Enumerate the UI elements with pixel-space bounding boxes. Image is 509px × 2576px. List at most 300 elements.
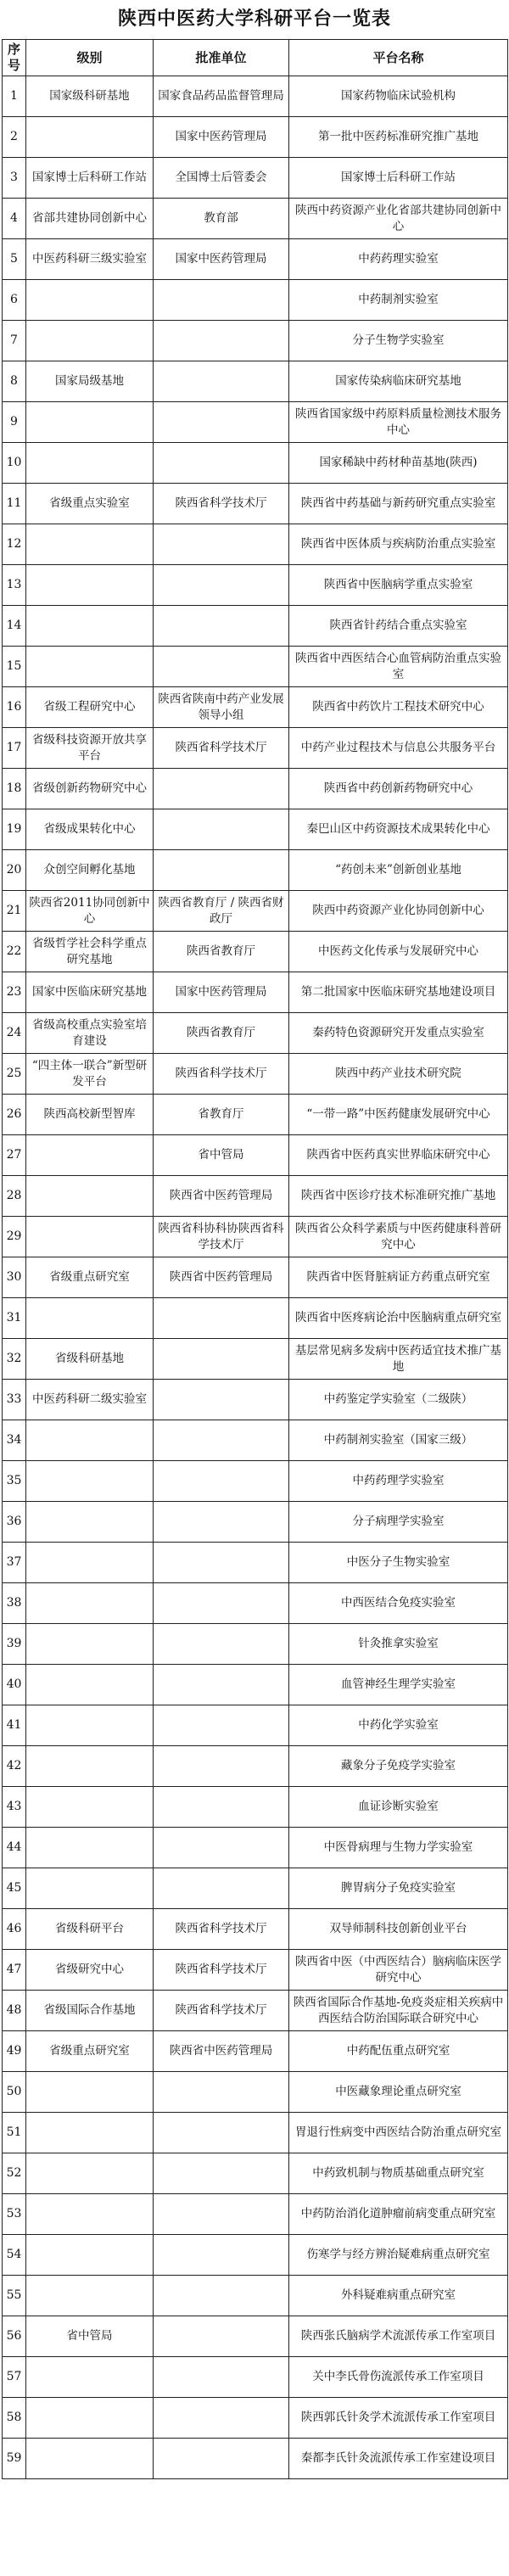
cell-platform: 陕西省中医（中西医结合）脑病临床医学研究中心: [289, 1950, 508, 1991]
cell-platform: 藏象分子免疫学实验室: [289, 1746, 508, 1787]
cell-unit: [154, 1665, 289, 1705]
cell-level: [26, 524, 154, 565]
table-row: [3, 687, 508, 728]
cell-seq: 54: [3, 2235, 26, 2276]
table-row: [3, 2031, 508, 2072]
cell-seq: 30: [3, 1257, 26, 1298]
table-row: [3, 1502, 508, 1543]
cell-unit: [154, 2072, 289, 2113]
table-row: [3, 1339, 508, 1380]
cell-seq: 5: [3, 239, 26, 280]
table-header-row: [3, 40, 508, 76]
cell-unit: [154, 321, 289, 361]
cell-platform: 中药鉴定学实验室（二级陕）: [289, 1380, 508, 1420]
cell-level: 省级创新药物研究中心: [26, 769, 154, 809]
header-unit: 批准单位: [154, 40, 289, 76]
cell-platform: “药创未来”创新创业基地: [289, 850, 508, 891]
cell-level: [26, 443, 154, 484]
cell-seq: 20: [3, 850, 26, 891]
cell-level: 省级工程研究中心: [26, 687, 154, 728]
cell-unit: [154, 606, 289, 647]
cell-unit: [154, 1746, 289, 1787]
table-row: [3, 1176, 508, 1217]
cell-platform: 中药制剂实验室: [289, 280, 508, 321]
table-row: [3, 1054, 508, 1095]
cell-level: [26, 1298, 154, 1339]
cell-seq: 52: [3, 2153, 26, 2194]
cell-unit: [154, 2316, 289, 2357]
cell-platform: 中药制剂实验室（国家三级）: [289, 1420, 508, 1461]
cell-level: [26, 117, 154, 158]
cell-level: [26, 2153, 154, 2194]
cell-unit: [154, 443, 289, 484]
cell-platform: 陕西省中医脑病学重点实验室: [289, 565, 508, 606]
cell-unit: 陕西省科学技术厅: [154, 1054, 289, 1095]
cell-unit: [154, 565, 289, 606]
cell-unit: [154, 809, 289, 850]
cell-seq: 8: [3, 361, 26, 402]
cell-platform: 陕西省国家级中药原料质量检测技术服务中心: [289, 402, 508, 443]
cell-seq: 15: [3, 647, 26, 687]
cell-unit: [154, 2398, 289, 2439]
cell-unit: 陕西省教育厅 / 陕西省财政厅: [154, 891, 289, 932]
table-row: [3, 321, 508, 361]
table-row: [3, 361, 508, 402]
cell-platform: 胃退行性病变中西医结合防治重点研究室: [289, 2113, 508, 2153]
cell-unit: [154, 850, 289, 891]
cell-platform: 分子生物学实验室: [289, 321, 508, 361]
cell-seq: 18: [3, 769, 26, 809]
cell-seq: 36: [3, 1502, 26, 1543]
table-row: [3, 2316, 508, 2357]
cell-seq: 10: [3, 443, 26, 484]
cell-unit: 教育部: [154, 199, 289, 239]
cell-platform: 陕西郭氏针灸学术流派传承工作室项目: [289, 2398, 508, 2439]
cell-unit: [154, 647, 289, 687]
cell-seq: 27: [3, 1135, 26, 1176]
table-row: [3, 972, 508, 1013]
cell-seq: 14: [3, 606, 26, 647]
cell-level: [26, 2398, 154, 2439]
cell-seq: 29: [3, 1217, 26, 1257]
cell-seq: 59: [3, 2439, 26, 2479]
cell-level: [26, 1583, 154, 1624]
cell-seq: 34: [3, 1420, 26, 1461]
cell-platform: 陕西省中药创新药物研究中心: [289, 769, 508, 809]
cell-unit: [154, 1339, 289, 1380]
cell-seq: 32: [3, 1339, 26, 1380]
header-level: 级别: [26, 40, 154, 76]
cell-unit: [154, 524, 289, 565]
cell-level: [26, 2072, 154, 2113]
table-row: [3, 1095, 508, 1135]
cell-platform: 分子病理学实验室: [289, 1502, 508, 1543]
cell-unit: 国家中医药管理局: [154, 972, 289, 1013]
cell-level: [26, 1828, 154, 1868]
table-row: [3, 606, 508, 647]
cell-platform: 血管神经生理学实验室: [289, 1665, 508, 1705]
cell-seq: 23: [3, 972, 26, 1013]
cell-seq: 38: [3, 1583, 26, 1624]
cell-unit: 陕西省中医药管理局: [154, 1257, 289, 1298]
cell-unit: [154, 2235, 289, 2276]
cell-level: [26, 1665, 154, 1705]
cell-seq: 28: [3, 1176, 26, 1217]
table-row: [3, 443, 508, 484]
cell-unit: 国家中医药管理局: [154, 239, 289, 280]
cell-platform: 陕西中药产业技术研究院: [289, 1054, 508, 1095]
cell-seq: 24: [3, 1013, 26, 1054]
cell-unit: 陕西省中医药管理局: [154, 2031, 289, 2072]
table-row: [3, 647, 508, 687]
cell-unit: 全国博士后管委会: [154, 158, 289, 199]
cell-platform: 陕西省中医诊疗技术标准研究推广基地: [289, 1176, 508, 1217]
cell-seq: 35: [3, 1461, 26, 1502]
cell-level: [26, 1217, 154, 1257]
cell-seq: 37: [3, 1543, 26, 1583]
cell-platform: 双导师制科技创新创业平台: [289, 1909, 508, 1950]
table-row: [3, 1420, 508, 1461]
cell-seq: 6: [3, 280, 26, 321]
cell-seq: 33: [3, 1380, 26, 1420]
table-row: [3, 158, 508, 199]
cell-level: [26, 1461, 154, 1502]
cell-level: 省级哲学社会科学重点研究基地: [26, 932, 154, 972]
cell-seq: 17: [3, 728, 26, 769]
cell-level: 省级成果转化中心: [26, 809, 154, 850]
cell-seq: 31: [3, 1298, 26, 1339]
cell-unit: 陕西省科学技术厅: [154, 1991, 289, 2031]
cell-level: 省级科技资源开放共享平台: [26, 728, 154, 769]
cell-seq: 50: [3, 2072, 26, 2113]
cell-platform: 针灸推拿实验室: [289, 1624, 508, 1665]
cell-level: 省级高校重点实验室培育建设: [26, 1013, 154, 1054]
cell-level: 国家博士后科研工作站: [26, 158, 154, 199]
cell-unit: 国家食品药品监督管理局: [154, 76, 289, 117]
cell-level: 省级科研基地: [26, 1339, 154, 1380]
cell-level: 省级国际合作基地: [26, 1991, 154, 2031]
cell-level: 省级重点实验室: [26, 484, 154, 524]
cell-platform: 中医药文化传承与发展研究中心: [289, 932, 508, 972]
cell-level: 陕西省2011协同创新中心: [26, 891, 154, 932]
table-row: [3, 2072, 508, 2113]
cell-level: [26, 1502, 154, 1543]
cell-unit: [154, 361, 289, 402]
cell-unit: [154, 1502, 289, 1543]
cell-unit: 陕西省教育厅: [154, 932, 289, 972]
table-row: [3, 809, 508, 850]
page-title: 陕西中医药大学科研平台一览表: [117, 8, 391, 30]
table-row: [3, 1217, 508, 1257]
cell-unit: [154, 1828, 289, 1868]
cell-platform: 陕西省中医药真实世界临床研究中心: [289, 1135, 508, 1176]
cell-platform: 国家传染病临床研究基地: [289, 361, 508, 402]
cell-level: 国家中医临床研究基地: [26, 972, 154, 1013]
cell-seq: 40: [3, 1665, 26, 1705]
table-row: [3, 2113, 508, 2153]
cell-platform: 基层常见病多发病中医药适宜技术推广基地: [289, 1339, 508, 1380]
cell-platform: 中药化学实验室: [289, 1705, 508, 1746]
cell-level: “四主体一联合”新型研发平台: [26, 1054, 154, 1095]
table-row: [3, 1868, 508, 1909]
cell-seq: 55: [3, 2276, 26, 2316]
table-row: [3, 1013, 508, 1054]
cell-platform: “一带一路”中医药健康发展研究中心: [289, 1095, 508, 1135]
cell-platform: 中药防治消化道肿瘤前病变重点研究室: [289, 2194, 508, 2235]
cell-platform: 中医藏象理论重点研究室: [289, 2072, 508, 2113]
cell-unit: 陕西省教育厅: [154, 1013, 289, 1054]
cell-platform: 陕西省针药结合重点实验室: [289, 606, 508, 647]
cell-seq: 41: [3, 1705, 26, 1746]
cell-seq: 46: [3, 1909, 26, 1950]
cell-unit: [154, 280, 289, 321]
cell-level: [26, 1135, 154, 1176]
cell-platform: 陕西省中医肾脏病证方药重点研究室: [289, 1257, 508, 1298]
cell-seq: 11: [3, 484, 26, 524]
cell-unit: 陕西省科协科协陕西省科学技术厅: [154, 1217, 289, 1257]
table-row: [3, 1787, 508, 1828]
cell-platform: 秦巴山区中药资源技术成果转化中心: [289, 809, 508, 850]
cell-platform: 脾胃病分子免疫实验室: [289, 1868, 508, 1909]
cell-level: [26, 1543, 154, 1583]
cell-level: [26, 1787, 154, 1828]
table-row: [3, 1135, 508, 1176]
cell-seq: 13: [3, 565, 26, 606]
table-row: [3, 1298, 508, 1339]
cell-unit: [154, 769, 289, 809]
cell-unit: [154, 1380, 289, 1420]
cell-level: [26, 1746, 154, 1787]
cell-seq: 45: [3, 1868, 26, 1909]
cell-unit: [154, 1461, 289, 1502]
cell-level: [26, 1176, 154, 1217]
table-row: [3, 2276, 508, 2316]
cell-unit: [154, 2276, 289, 2316]
cell-level: [26, 1868, 154, 1909]
cell-level: 省级科研平台: [26, 1909, 154, 1950]
cell-platform: 中药药理学实验室: [289, 1461, 508, 1502]
cell-platform: 陕西省中西医结合心血管病防治重点实验室: [289, 647, 508, 687]
table-row: [3, 1828, 508, 1868]
table-row: [3, 484, 508, 524]
cell-platform: 血证诊断实验室: [289, 1787, 508, 1828]
cell-level: 省中管局: [26, 2316, 154, 2357]
cell-unit: 陕西省科学技术厅: [154, 1909, 289, 1950]
cell-seq: 9: [3, 402, 26, 443]
table-row: [3, 2357, 508, 2398]
table-row: [3, 524, 508, 565]
table-row: [3, 117, 508, 158]
table-row: [3, 2235, 508, 2276]
cell-seq: 43: [3, 1787, 26, 1828]
cell-platform: 中医骨病理与生物力学实验室: [289, 1828, 508, 1868]
cell-level: 众创空间孵化基地: [26, 850, 154, 891]
cell-unit: [154, 2153, 289, 2194]
cell-platform: 国家博士后科研工作站: [289, 158, 508, 199]
table-row: [3, 402, 508, 443]
cell-unit: [154, 1624, 289, 1665]
table-row: [3, 1991, 508, 2031]
cell-platform: 陕西省中药基础与新药研究重点实验室: [289, 484, 508, 524]
table-row: [3, 1257, 508, 1298]
cell-level: 国家局级基地: [26, 361, 154, 402]
cell-platform: 陕西省中药饮片工程技术研究中心: [289, 687, 508, 728]
cell-unit: [154, 1543, 289, 1583]
cell-platform: 中药配伍重点研究室: [289, 2031, 508, 2072]
cell-level: [26, 280, 154, 321]
cell-seq: 12: [3, 524, 26, 565]
table-row: [3, 1543, 508, 1583]
cell-unit: [154, 2439, 289, 2479]
table-row: [3, 1583, 508, 1624]
table-row: [3, 199, 508, 239]
table-row: [3, 932, 508, 972]
cell-seq: 51: [3, 2113, 26, 2153]
cell-level: [26, 1420, 154, 1461]
cell-platform: 国家药物临床试验机构: [289, 76, 508, 117]
table-row: [3, 1950, 508, 1991]
cell-unit: [154, 1868, 289, 1909]
cell-unit: [154, 2357, 289, 2398]
cell-platform: 中药产业过程技术与信息公共服务平台: [289, 728, 508, 769]
cell-seq: 48: [3, 1991, 26, 2031]
table-row: [3, 769, 508, 809]
cell-platform: 国家稀缺中药材种苗基地(陕西): [289, 443, 508, 484]
cell-level: [26, 2276, 154, 2316]
cell-level: 省部共建协同创新中心: [26, 199, 154, 239]
table-row: [3, 1705, 508, 1746]
table-body: [3, 76, 508, 2479]
cell-seq: 44: [3, 1828, 26, 1868]
cell-level: [26, 321, 154, 361]
cell-level: [26, 2357, 154, 2398]
cell-platform: 秦药特色资源研究开发重点实验室: [289, 1013, 508, 1054]
cell-platform: 中西医结合免疫实验室: [289, 1583, 508, 1624]
cell-level: [26, 1705, 154, 1746]
cell-seq: 26: [3, 1095, 26, 1135]
cell-platform: 陕西张氏脑病学术流派传承工作室项目: [289, 2316, 508, 2357]
table-row: [3, 2439, 508, 2479]
cell-platform: 秦都李氏针灸流派传承工作室建设项目: [289, 2439, 508, 2479]
cell-unit: 国家中医药管理局: [154, 117, 289, 158]
cell-level: [26, 2235, 154, 2276]
cell-seq: 25: [3, 1054, 26, 1095]
cell-seq: 42: [3, 1746, 26, 1787]
table-row: [3, 239, 508, 280]
table-row: [3, 565, 508, 606]
cell-platform: 陕西省国际合作基地-免疫炎症相关疾病中西医结合防治国际联合研究中心: [289, 1991, 508, 2031]
cell-level: [26, 606, 154, 647]
table-row: [3, 280, 508, 321]
table-row: [3, 850, 508, 891]
cell-level: 中医药科研三级实验室: [26, 239, 154, 280]
table-row: [3, 1665, 508, 1705]
table-row: [3, 1624, 508, 1665]
cell-level: 中医药科研二级实验室: [26, 1380, 154, 1420]
cell-platform: 陕西省中医疼病论治中医脑病重点研究室: [289, 1298, 508, 1339]
cell-unit: [154, 1787, 289, 1828]
cell-level: 陕西高校新型智库: [26, 1095, 154, 1135]
cell-seq: 19: [3, 809, 26, 850]
cell-unit: 陕西省科学技术厅: [154, 728, 289, 769]
table-row: [3, 728, 508, 769]
cell-unit: 省中管局: [154, 1135, 289, 1176]
cell-seq: 2: [3, 117, 26, 158]
cell-platform: 中医分子生物实验室: [289, 1543, 508, 1583]
platform-table: [2, 39, 508, 2479]
cell-seq: 49: [3, 2031, 26, 2072]
cell-unit: 陕西省陕南中药产业发展领导小组: [154, 687, 289, 728]
cell-level: 国家级科研基地: [26, 76, 154, 117]
table-row: [3, 2398, 508, 2439]
table-row: [3, 1909, 508, 1950]
cell-level: [26, 2439, 154, 2479]
cell-platform: 关中李氏骨伤流派传承工作室项目: [289, 2357, 508, 2398]
table-row: [3, 891, 508, 932]
cell-level: [26, 1624, 154, 1665]
cell-level: [26, 2194, 154, 2235]
cell-seq: 22: [3, 932, 26, 972]
cell-platform: 伤寒学与经方辨治疑难病重点研究室: [289, 2235, 508, 2276]
cell-platform: 陕西省中医体质与疾病防治重点实验室: [289, 524, 508, 565]
cell-unit: 省教育厅: [154, 1095, 289, 1135]
cell-seq: 4: [3, 199, 26, 239]
cell-unit: [154, 1705, 289, 1746]
table-row: [3, 1746, 508, 1787]
table-row: [3, 2194, 508, 2235]
cell-seq: 57: [3, 2357, 26, 2398]
cell-level: 省级重点研究室: [26, 2031, 154, 2072]
table-row: [3, 76, 508, 117]
cell-seq: 56: [3, 2316, 26, 2357]
header-platform: 平台名称: [289, 40, 508, 76]
cell-seq: 53: [3, 2194, 26, 2235]
cell-platform: 陕西省公众科学素质与中医药健康科普研究中心: [289, 1217, 508, 1257]
cell-level: [26, 565, 154, 606]
cell-unit: 陕西省中医药管理局: [154, 1176, 289, 1217]
cell-platform: 外科疑难病重点研究室: [289, 2276, 508, 2316]
cell-level: [26, 402, 154, 443]
cell-platform: 陕西中药资源产业化协同创新中心: [289, 891, 508, 932]
cell-seq: 16: [3, 687, 26, 728]
table-row: [3, 1461, 508, 1502]
cell-unit: [154, 402, 289, 443]
cell-seq: 58: [3, 2398, 26, 2439]
cell-unit: [154, 1583, 289, 1624]
cell-seq: 21: [3, 891, 26, 932]
cell-seq: 3: [3, 158, 26, 199]
cell-level: [26, 647, 154, 687]
cell-seq: 7: [3, 321, 26, 361]
cell-platform: 陕西中药资源产业化省部共建协同创新中心: [289, 199, 508, 239]
cell-platform: 第二批国家中医临床研究基地建设项目: [289, 972, 508, 1013]
cell-unit: [154, 2113, 289, 2153]
cell-platform: 第一批中医药标准研究推广基地: [289, 117, 508, 158]
cell-level: 省级重点研究室: [26, 1257, 154, 1298]
cell-level: [26, 2113, 154, 2153]
cell-level: 省级研究中心: [26, 1950, 154, 1991]
table-row: [3, 1380, 508, 1420]
cell-unit: [154, 2194, 289, 2235]
cell-platform: 中药药理实验室: [289, 239, 508, 280]
cell-unit: 陕西省科学技术厅: [154, 1950, 289, 1991]
cell-seq: 1: [3, 76, 26, 117]
cell-platform: 中药致机制与物质基础重点研究室: [289, 2153, 508, 2194]
cell-seq: 47: [3, 1950, 26, 1991]
cell-seq: 39: [3, 1624, 26, 1665]
header-seq: 序号: [3, 40, 26, 76]
table-row: [3, 2153, 508, 2194]
